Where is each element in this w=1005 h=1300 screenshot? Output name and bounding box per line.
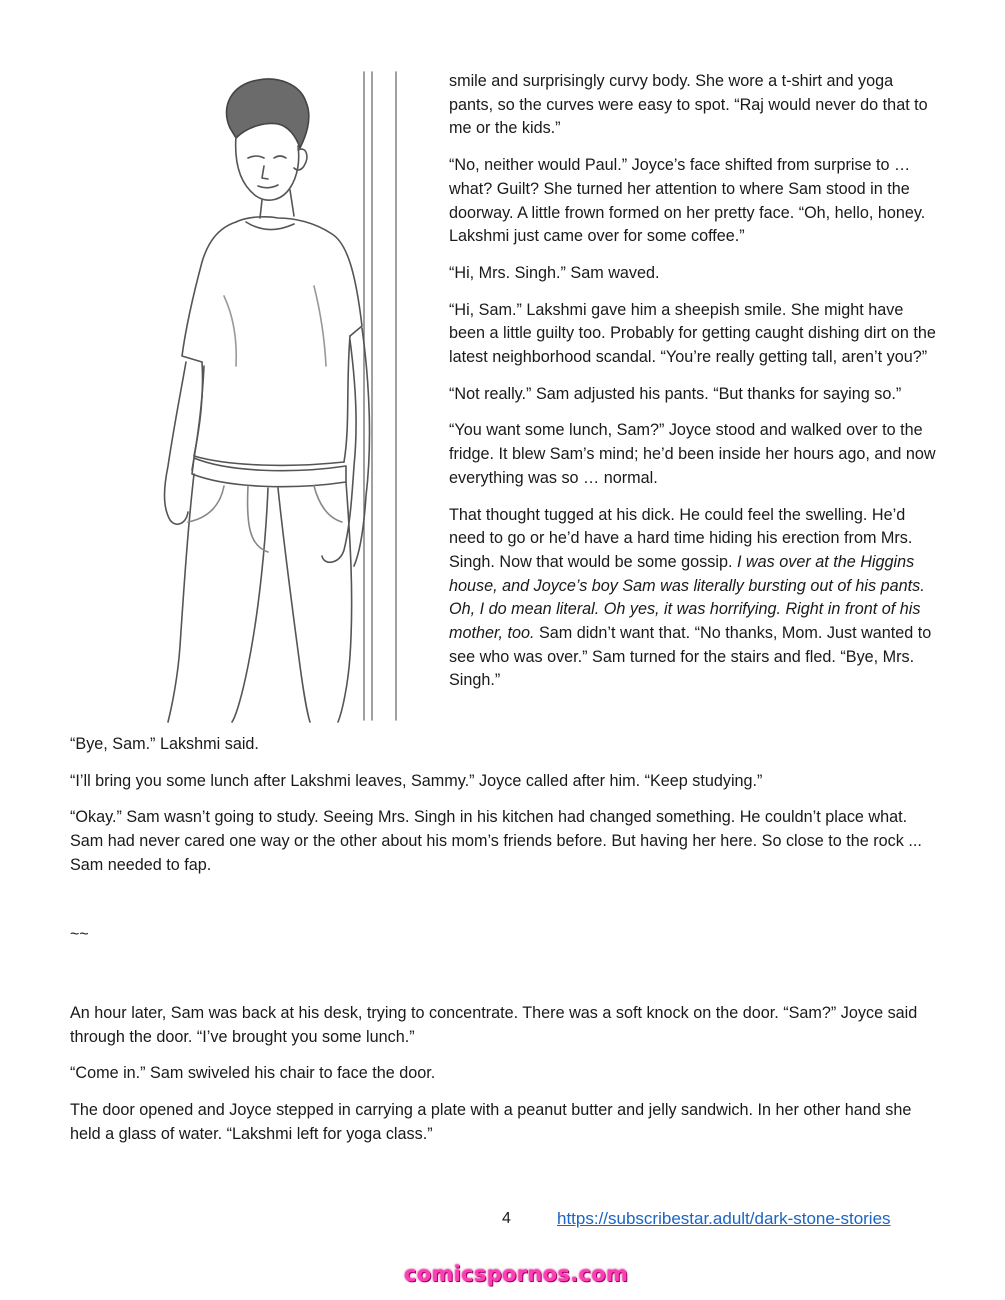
right-column-text <box>449 70 939 706</box>
site-watermark: comicspornos.com <box>404 1262 629 1286</box>
paragraph: The door opened and Joyce stepped in carrying a plate with a peanut butter and jelly sandwich. In her other hand she held a glass of water. “Lakshmi left for yoga class.” <box>70 1101 912 1143</box>
paragraph: “Okay.” Sam wasn’t going to study. Seeing Mrs. Singh in his kitchen had changed something. He couldn’t place what. Sam had never cared one way or the other about his mom’s friends before. But having her here. So close to the rock ... Sam needed to fap. <box>70 808 922 874</box>
paragraph: “No, neither would Paul.” Joyce’s face shifted from surprise to … what? Guilt? She turned her attention to where Sam stood in the doorway. A little frown formed on her pretty face. “Oh, hello, honey. Lakshmi just came over for some coffee.” <box>449 156 926 246</box>
italic-thought: I was over at the Higgins house, and Joyce’s boy Sam was literally bursting out of his pants. Oh, I do mean literal. Oh yes, it was horrifying. Right in front of his mother, too. <box>449 552 925 643</box>
paragraph: “Not really.” Sam adjusted his pants. “But thanks for saying so.” <box>449 384 902 403</box>
paragraph: “Bye, Sam.” Lakshmi said. <box>70 735 259 753</box>
paragraph: “Hi, Sam.” Lakshmi gave him a sheepish smile. She might have been a little guilty too. Probably for getting caught dishing dirt on the latest neighborhood scandal. “You’re really getting tall, aren’t you?” <box>449 300 936 367</box>
page-number: 4 <box>502 1210 511 1227</box>
paragraph: “Come in.” Sam swiveled his chair to face the door. <box>70 1064 436 1083</box>
full-width-text <box>70 733 940 891</box>
paragraph-mixed <box>449 504 939 694</box>
character-illustration <box>128 66 408 726</box>
subscribestar-link[interactable]: https://subscribestar.adult/dark-stone-stories <box>557 1209 891 1228</box>
paragraph: smile and surprisingly curvy body. She wore a t-shirt and yoga pants, so the curves were easy to spot. “Raj would never do that to me or the kids.” <box>449 72 928 138</box>
scene-separator: ~~ <box>70 926 89 943</box>
paragraph: “I’ll bring you some lunch after Lakshmi leaves, Sammy.” Joyce called after him. “Keep studying.” <box>70 771 763 790</box>
lower-text <box>70 1002 940 1160</box>
paragraph: “You want some lunch, Sam?” Joyce stood and walked over to the fridge. It blew Sam’s mind; he’d been inside her hours ago, and now everything was so … normal. <box>449 421 936 487</box>
paragraph: “Hi, Mrs. Singh.” Sam waved. <box>449 263 660 282</box>
paragraph: An hour later, Sam was back at his desk, trying to concentrate. There was a soft knock on the door. “Sam?” Joyce said through the door. “I’ve brought you some lunch.” <box>70 1004 918 1046</box>
text-run: Sam didn’t want that. “No thanks, Mom. Just wanted to see who was over.” Sam turned for the stairs and fled. “Bye, Mrs. Singh.” <box>449 624 932 690</box>
text-run: That thought tugged at his dick. He could feel the swelling. He’d need to go or he’d have a hard time hiding his erection from Mrs. Singh. Now that would be some gossip. <box>449 505 913 571</box>
